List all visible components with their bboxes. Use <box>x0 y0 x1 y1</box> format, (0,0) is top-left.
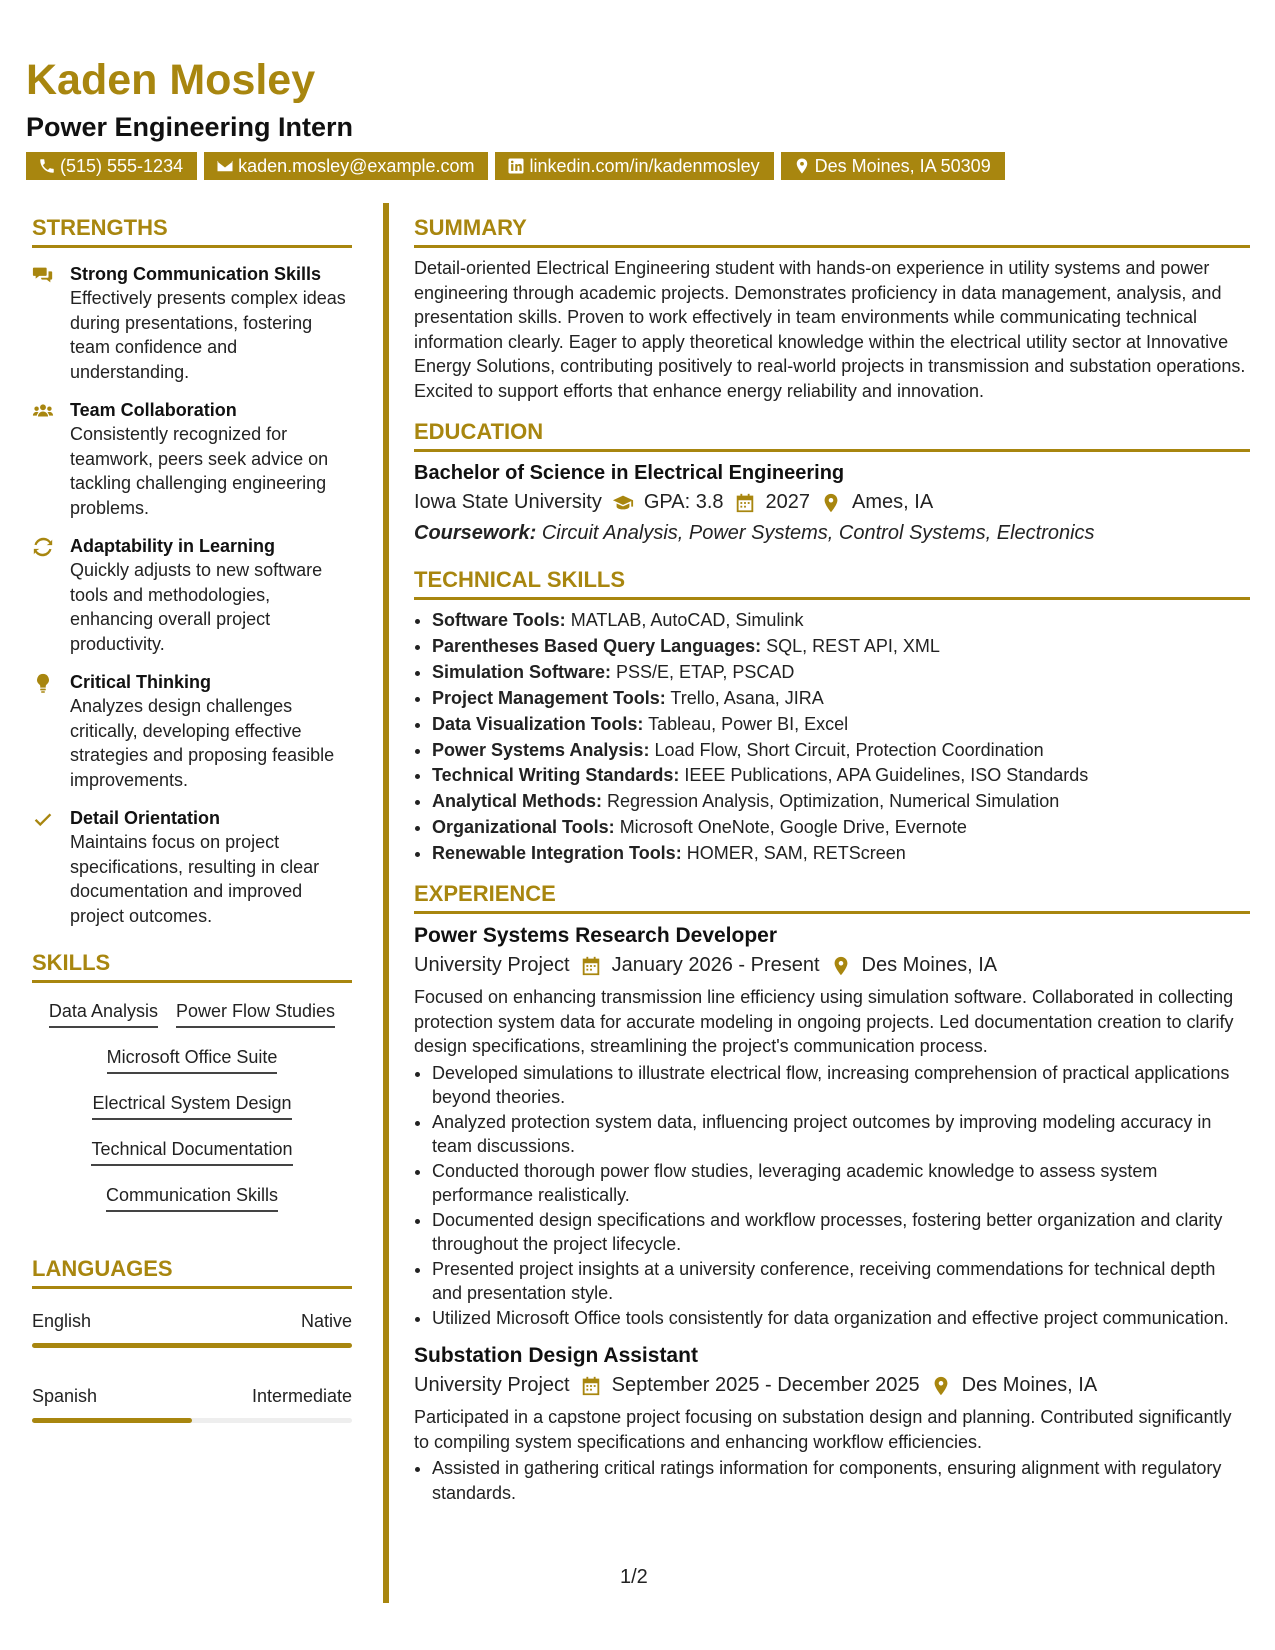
job-summary: Focused on enhancing transmission line efficiency using simulation software. Collaborated in collecting protection system data for accurate modeling in ongoing projects. Led documentation creation to clarify design specifications, streamlining the project's communication process. <box>414 987 1234 1057</box>
list-item <box>432 815 1250 841</box>
languages-heading: LANGUAGES <box>32 1256 352 1289</box>
strength-title: Critical Thinking <box>70 672 212 692</box>
language-name: English <box>32 1311 92 1331</box>
skill-tag: Power Flow Studies <box>176 1001 335 1028</box>
skill-tag: Microsoft Office Suite <box>107 1047 278 1074</box>
skill-tag: Communication Skills <box>106 1185 278 1212</box>
job-bullets <box>414 1061 1250 1331</box>
map-pin-icon <box>820 492 842 514</box>
right-column <box>414 215 1250 1505</box>
language-level: Intermediate <box>251 1386 352 1406</box>
skill-value: Trello, Asana, JIRA <box>670 687 824 708</box>
contact-bar <box>26 152 1005 180</box>
skill-label: Software Tools: <box>432 610 566 630</box>
skill-label: Project Management Tools: <box>432 687 666 708</box>
list-item <box>432 634 1250 660</box>
language-bar-fill <box>32 1418 192 1423</box>
summary-text: Detail-oriented Electrical Engineering student with hands-on experience in utility systems and power engineering through academic projects. Demonstrates proficiency in data management, analysis, and presentation skills. Proven to work effectively in team environments while communicating technical information clearly. Eager to apply theoretical knowledge within the electrical utility sector at Innovative Energy Solutions, contributing positively to real-world projects in transmission and substation operations. Excited to support efforts that enhance energy reliability and innovation. <box>414 258 1246 401</box>
list-item: • Presented project insights at a university conference, receiving commendations for technical depth and presentation style. <box>432 1257 1250 1306</box>
job-location: Des Moines, IA <box>961 1374 1098 1397</box>
location-text: Des Moines, IA 50309 <box>814 156 991 176</box>
skill-value: HOMER, SAM, RETScreen <box>686 843 906 864</box>
skill-label: Parentheses Based Query Languages: <box>432 635 762 656</box>
lightbulb-icon <box>32 672 54 694</box>
job-dates: September 2025 - December 2025 <box>611 1374 920 1397</box>
skill-label: Analytical Methods: <box>432 791 603 812</box>
list-item: • Conducted thorough power flow studies, leveraging academic knowledge to assess system performance realistically. <box>432 1159 1250 1208</box>
page-number: 1/2 <box>620 1566 648 1588</box>
contact-email[interactable] <box>204 152 488 180</box>
comments-icon <box>32 264 54 286</box>
strength-item <box>32 534 352 656</box>
list-item <box>432 660 1250 686</box>
skill-value: Regression Analysis, Optimization, Numerical Simulation <box>607 791 1060 812</box>
technical-skills-heading: TECHNICAL SKILLS <box>414 567 1250 600</box>
strength-item <box>32 670 352 792</box>
experience-heading: EXPERIENCE <box>414 881 1250 914</box>
list-item <box>432 686 1250 712</box>
skill-label: Renewable Integration Tools: <box>432 843 682 864</box>
strength-desc: Maintains focus on project specifications, resulting in clear documentation and improved project outcomes. <box>70 832 320 926</box>
calendar-icon <box>580 955 602 977</box>
map-pin-icon <box>930 1375 952 1397</box>
map-pin-icon <box>830 955 852 977</box>
strength-title: Strong Communication Skills <box>70 264 322 284</box>
strength-item <box>32 806 352 928</box>
job-summary: Participated in a capstone project focusing on substation design and planning. Contributed significantly to compiling system specifications and enhancing workflow efficiencies. <box>414 1407 1232 1452</box>
school-name: Iowa State University <box>414 491 602 513</box>
list-item: • Analyzed protection system data, influencing project outcomes by improving modeling accuracy in team discussions. <box>432 1110 1250 1159</box>
job-meta <box>414 1374 1250 1397</box>
list-item: • Utilized Microsoft Office tools consistently for data organization and effective project communication. <box>432 1306 1250 1331</box>
email-text: kaden.mosley@example.com <box>238 156 475 176</box>
strength-title: Detail Orientation <box>70 808 221 828</box>
refresh-icon <box>32 536 54 558</box>
graduation-cap-icon <box>612 492 634 514</box>
job-bullets <box>414 1456 1250 1505</box>
language-bar <box>32 1343 352 1348</box>
contact-linkedin[interactable] <box>495 152 773 180</box>
job-meta <box>414 954 1250 977</box>
skill-value: MATLAB, AutoCAD, Simulink <box>570 610 804 630</box>
candidate-name: Kaden Mosley <box>26 56 316 104</box>
list-item <box>432 712 1250 738</box>
language-level: Native <box>300 1311 352 1331</box>
job-location: Des Moines, IA <box>861 954 998 977</box>
list-item <box>432 738 1250 764</box>
language-bar <box>32 1418 352 1423</box>
skill-label: Power Systems Analysis: <box>432 739 650 760</box>
phone-text: (515) 555-1234 <box>60 156 184 176</box>
job-org: University Project <box>414 954 570 977</box>
skill-value: Load Flow, Short Circuit, Protection Coordination <box>654 739 1044 760</box>
job-title: Substation Design Assistant <box>414 1344 698 1368</box>
list-item: • Assisted in gathering critical ratings information for components, ensuring alignment with regulatory standards. <box>432 1456 1250 1505</box>
skill-label: Organizational Tools: <box>432 817 615 838</box>
users-icon <box>32 400 54 422</box>
skills-list <box>32 1001 352 1212</box>
job-title: Power Systems Research Developer <box>414 924 778 948</box>
job-entry <box>414 1344 1250 1505</box>
linkedin-icon <box>507 157 525 175</box>
skill-value: PSS/E, ETAP, PSCAD <box>616 661 795 682</box>
list-item: • Developed simulations to illustrate electrical flow, increasing comprehension of practical applications beyond theories. <box>432 1061 1250 1110</box>
skill-label: Simulation Software: <box>432 661 612 682</box>
coursework-text: Circuit Analysis, Power Systems, Control Systems, Electronics <box>541 522 1095 544</box>
strength-desc: Quickly adjusts to new software tools and methodologies, enhancing overall project productivity. <box>70 560 323 654</box>
language-item <box>32 1386 352 1423</box>
calendar-icon <box>734 492 756 514</box>
strength-item <box>32 398 352 520</box>
job-dates: January 2026 - Present <box>611 954 820 977</box>
coursework-label: Coursework: <box>414 522 537 544</box>
map-pin-icon <box>793 157 811 175</box>
strength-desc: Consistently recognized for teamwork, peers seek advice on tackling challenging engineering problems. <box>70 424 329 518</box>
skill-value: SQL, REST API, XML <box>766 635 940 656</box>
phone-icon <box>38 157 56 175</box>
language-bar-fill <box>32 1343 352 1348</box>
job-title-header: Power Engineering Intern <box>26 112 354 142</box>
skill-tag: Technical Documentation <box>91 1139 292 1166</box>
strength-title: Team Collaboration <box>70 400 237 420</box>
linkedin-text: linkedin.com/in/kadenmosley <box>529 156 760 176</box>
list-item <box>432 763 1250 789</box>
skill-label: Data Visualization Tools: <box>432 713 644 734</box>
column-divider <box>383 203 389 1603</box>
contact-location[interactable] <box>781 152 1005 180</box>
skills-heading: SKILLS <box>32 950 352 983</box>
technical-skills-list <box>414 608 1250 867</box>
list-item <box>432 841 1250 867</box>
skill-tag: Electrical System Design <box>92 1093 291 1120</box>
language-name: Spanish <box>32 1386 98 1406</box>
skill-label: Technical Writing Standards: <box>432 765 680 786</box>
strength-desc: Effectively presents complex ideas during presentations, fostering team confidence and understanding. <box>70 288 346 382</box>
skill-value: IEEE Publications, APA Guidelines, ISO Standards <box>684 765 1089 786</box>
contact-phone[interactable] <box>26 152 197 180</box>
strength-desc: Analyzes design challenges critically, developing effective strategies and proposing feasible improvements. <box>70 696 335 790</box>
education-meta <box>414 491 1250 514</box>
check-icon <box>32 808 54 830</box>
strength-title: Adaptability in Learning <box>70 536 276 556</box>
skill-tag: Data Analysis <box>49 1001 158 1028</box>
job-entry <box>414 924 1250 1330</box>
coursework-line <box>414 522 1250 545</box>
school-location: Ames, IA <box>852 491 934 513</box>
language-item <box>32 1311 352 1348</box>
list-item <box>432 789 1250 815</box>
list-item: • Documented design specifications and workflow processes, fostering better organization and clarity throughout the project lifecycle. <box>432 1208 1250 1257</box>
calendar-icon <box>580 1375 602 1397</box>
left-column <box>32 215 352 1423</box>
envelope-icon <box>216 157 234 175</box>
strength-item <box>32 262 352 384</box>
graduation-year: 2027 <box>765 491 811 513</box>
skill-value: Microsoft OneNote, Google Drive, Evernote <box>619 817 967 838</box>
skill-value: Tableau, Power BI, Excel <box>648 713 849 734</box>
degree-title: Bachelor of Science in Electrical Engineering <box>414 462 845 484</box>
summary-heading: SUMMARY <box>414 215 1250 248</box>
strengths-heading: STRENGTHS <box>32 215 352 248</box>
job-org: University Project <box>414 1374 570 1397</box>
list-item <box>432 608 1250 634</box>
gpa-text: GPA: 3.8 <box>643 491 724 513</box>
education-heading: EDUCATION <box>414 419 1250 452</box>
